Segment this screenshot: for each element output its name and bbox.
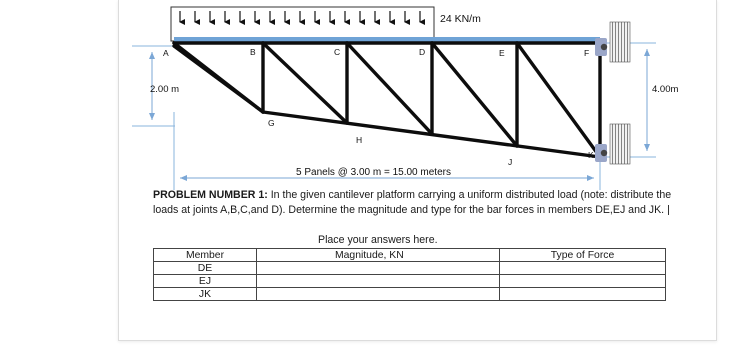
table-row [154, 288, 666, 301]
joint-label-d: D [419, 47, 426, 57]
joint-label-a: A [163, 48, 169, 58]
bottom-support-pin [601, 150, 607, 156]
joint-label-j: J [508, 157, 513, 167]
answer-hint: Place your answers here. [318, 234, 438, 246]
text-cursor [668, 205, 669, 215]
joint-label-e: E [499, 48, 505, 58]
distributed-load-arrows [180, 11, 420, 22]
problem-text: In the given cantilever platform carrying a uniform distributed load (note: distribute the loads at joints A,B,C,and D). Determine the magnitude and type for the bar forces in members DE,EJ and JK. [153, 189, 672, 216]
table-row [154, 275, 666, 288]
member-cell: DE [154, 262, 257, 275]
joint-label-f: F [584, 48, 590, 58]
joint-label-k: K [588, 150, 594, 160]
truss-members [174, 43, 600, 157]
type-cell[interactable] [500, 262, 666, 275]
table-row [154, 262, 666, 275]
magnitude-cell[interactable] [257, 262, 500, 275]
type-cell[interactable] [500, 288, 666, 301]
magnitude-cell[interactable] [257, 288, 500, 301]
answers-table [153, 248, 666, 301]
member-cell: JK [154, 288, 257, 301]
top-wall-hatch [610, 22, 630, 62]
joint-label-b: B [250, 47, 256, 57]
left-height-label: 2.00 m [150, 84, 180, 95]
load-label: 24 KN/m [440, 13, 481, 25]
member-cell: EJ [154, 275, 257, 288]
top-support-pin [601, 44, 607, 50]
problem-statement [153, 188, 693, 217]
joint-label-c: C [334, 47, 341, 57]
problem-heading: PROBLEM NUMBER 1: [153, 189, 268, 201]
header-member: Member [154, 249, 257, 262]
joint-label-h: H [356, 135, 363, 145]
answers-header-row [154, 249, 666, 262]
header-type: Type of Force [500, 249, 666, 262]
panels-label: 5 Panels @ 3.00 m = 15.00 meters [296, 167, 451, 178]
joint-label-g: G [268, 118, 275, 128]
bottom-wall-hatch [610, 124, 630, 164]
right-height-label: 4.00m [652, 84, 679, 95]
magnitude-cell[interactable] [257, 275, 500, 288]
header-magnitude: Magnitude, KN [257, 249, 500, 262]
type-cell[interactable] [500, 275, 666, 288]
